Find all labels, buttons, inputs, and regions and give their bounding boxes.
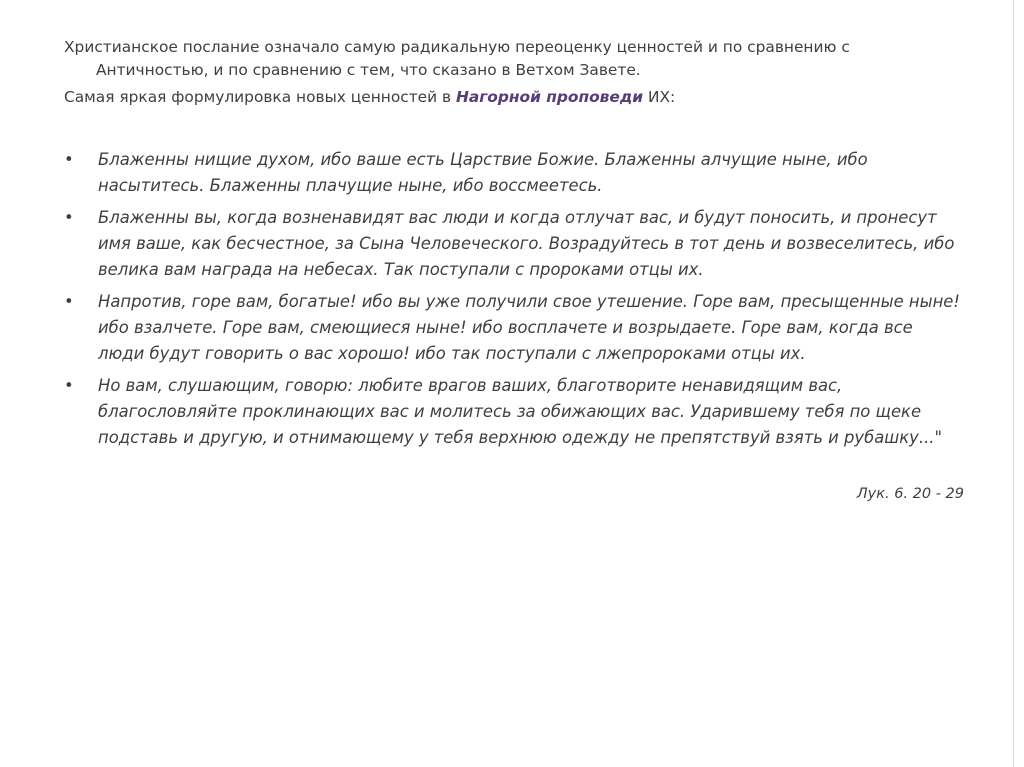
scripture-citation: Лук. 6. 20 - 29 xyxy=(856,486,964,502)
bullet-icon: • xyxy=(64,376,74,395)
list-item xyxy=(64,373,964,451)
quote-text: Блаженны нищие духом, ибо ваше есть Царствие Божие. Блаженны алчущие ныне, ибо насытитесь. Блаженны плачущие ныне, ибо воссмеетесь. xyxy=(98,150,868,195)
intro-formulation-suffix: ИХ: xyxy=(643,88,676,106)
scripture-quote-list xyxy=(64,147,964,457)
slide-edge-divider xyxy=(1013,0,1014,767)
list-item xyxy=(64,205,964,283)
bullet-icon: • xyxy=(64,150,74,169)
sermon-title-highlight: Нагорной проповеди xyxy=(456,88,644,106)
bullet-icon: • xyxy=(64,292,74,311)
bullet-icon: • xyxy=(64,208,74,227)
intro-block xyxy=(64,36,964,109)
list-item xyxy=(64,289,964,367)
intro-formulation-paragraph xyxy=(64,86,964,109)
intro-formulation-text: Самая яркая формулировка новых ценностей в xyxy=(64,88,456,106)
list-item xyxy=(64,147,964,199)
quote-text: Но вам, слушающим, говорю: любите врагов ваших, благотворите ненавидящим вас, благословляйте проклинающих вас и молитесь за обижающих вас. Ударившему тебя по щеке подставь и другую, и отнимающему у тебя верхнюю одежду не препятствуй взять и рубашку..." xyxy=(98,376,943,447)
intro-paragraph: Христианское послание означало самую радикальную переоценку ценностей и по сравнению с Античностью, и по сравнению с тем, что сказано в Ветхом Завете. xyxy=(64,38,850,79)
quote-text: Блаженны вы, когда возненавидят вас люди и когда отлучат вас, и будут поносить, и пронесут имя ваше, как бесчестное, за Сына Человеческого. Возрадуйтесь в тот день и возвеселитесь, ибо велика вам награда на небесах. Так поступали с пророками отцы их. xyxy=(98,208,955,279)
quote-text: Напротив, горе вам, богатые! ибо вы уже получили свое утешение. Горе вам, пресыщенные ныне! ибо взалчете. Горе вам, смеющиеся ныне! ибо восплачете и возрыдаете. Горе вам, когда все люди будут говорить о вас хорошо! ибо так поступали с лжепророками отцы их. xyxy=(98,292,960,363)
